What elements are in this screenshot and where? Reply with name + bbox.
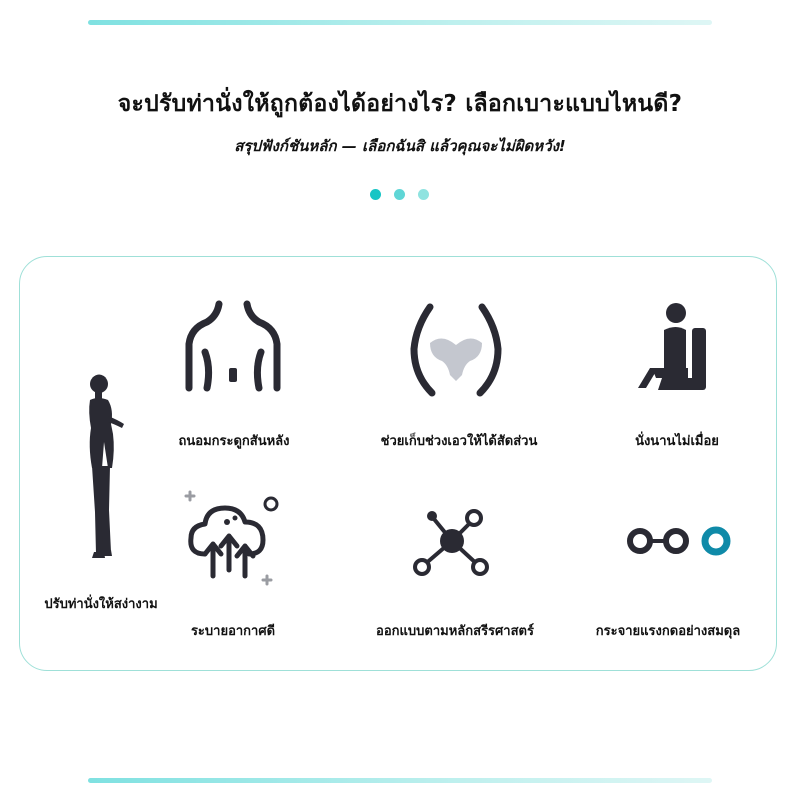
feature-label-ventilation: ระบายอากาศดี [190, 624, 276, 639]
feature-label-posture: ปรับท่านั่งให้สง่างาม [44, 597, 158, 612]
feature-label-spine: ถนอมกระดูกสันหลัง [178, 434, 290, 449]
feature-label-pressure: กระจายแรงกดอย่างสมดุล [595, 624, 741, 639]
standing-woman-icon [78, 372, 134, 560]
pagination-dot-2[interactable] [394, 189, 405, 200]
feature-label-sitting: นั่งนานไม่เมื่อย [635, 434, 719, 449]
ventilation-icon [183, 488, 283, 588]
top-decorative-bar [88, 20, 712, 25]
waist-pelvis-icon [408, 303, 504, 397]
seated-person-icon [636, 302, 710, 392]
pagination-dot-3[interactable] [418, 189, 429, 200]
page-subtitle: สรุปฟังก์ชันหลัก — เลือกฉันสิ แล้วคุณจะไม่ผิดหวัง! [234, 137, 566, 155]
ergonomic-molecule-icon [412, 505, 494, 581]
feature-label-ergonomic: ออกแบบตามหลักสรีรศาสตร์ [376, 624, 534, 639]
page-title: จะปรับท่านั่งให้ถูกต้องได้อย่างไร? เลือกเบาะแบบไหนดี? [117, 91, 683, 117]
pressure-rings-icon [626, 524, 732, 558]
pagination-dot-1[interactable] [370, 189, 381, 200]
bottom-decorative-bar [88, 778, 712, 783]
feature-label-waist: ช่วยเก็บช่วงเอวให้ได้สัดส่วน [380, 434, 538, 449]
back-spine-icon [183, 300, 283, 394]
